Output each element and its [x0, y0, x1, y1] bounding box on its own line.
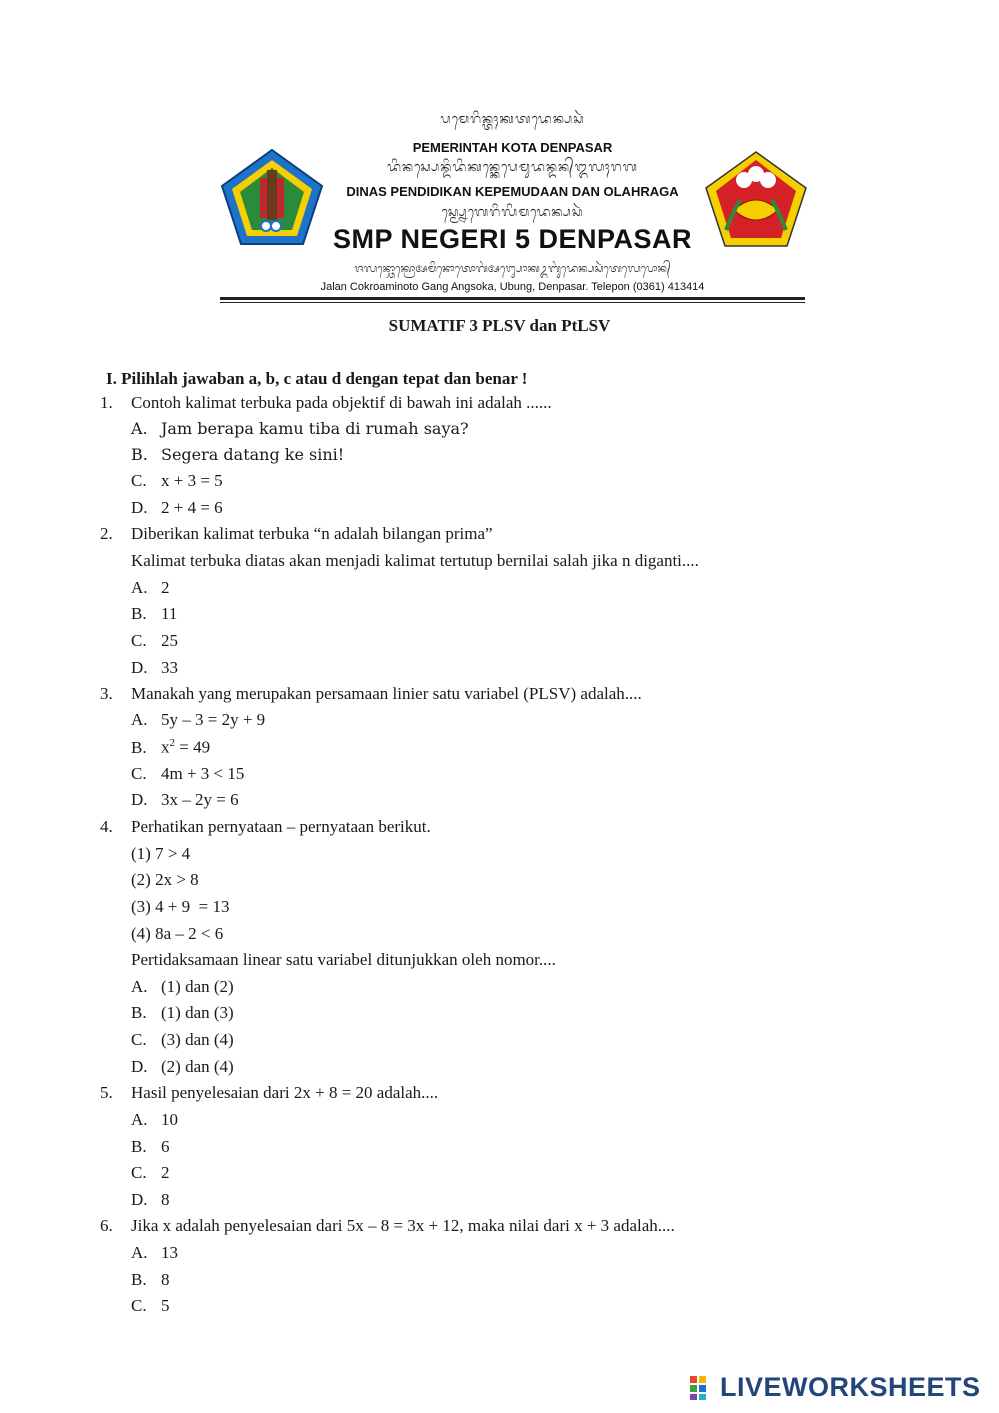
question-1: 1. Contoh kalimat terbuka pada objektif di bawah ini adalah ......: [100, 393, 552, 412]
section-instruction: I. Pilihlah jawaban a, b, c atau d dengan tepat dan benar !: [106, 369, 528, 388]
question-4-text-2: Pertidaksamaan linear satu variabel ditunjukkan oleh nomor....: [131, 950, 556, 969]
balinese-script-line-4: ᬚᬮᬦ᭄ᬘᭀᬓ᭄ᬭᭀᬅᬫᬶᬦᭀᬢᭀᬕᬂᬅᬗ᭄ᬲᭀᬓᬉᬩᬸᬂᬤᬾᬦ᭄ᬧᬲᬃᬢᬾᬮᬾᬧᭀᬦ᭄: [354, 262, 671, 275]
question-4-statement-3: (3) 4 + 9 = 13: [131, 897, 230, 916]
department-name: DINAS PENDIDIKAN KEPEMUDAAN DAN OLAHRAGA: [346, 184, 679, 199]
question-6-option-a: A. 13: [131, 1243, 178, 1262]
question-5-option-d: D. 8: [131, 1190, 170, 1209]
government-name: PEMERINTAH KOTA DENPASAR: [412, 140, 613, 155]
question-6-option-b: B. 8: [131, 1270, 170, 1289]
question-2-option-d: D. 33: [131, 658, 178, 677]
question-5-option-c: C. 2: [131, 1163, 170, 1182]
question-2-option-b: B. 11: [131, 604, 178, 623]
balinese-script-line-2: ᬤᬶᬦᬲ᭄ᬧᬾᬦ᭄ᬤᬶᬤᬶᬓᬦ᭄ᬓᬾᬧᬾᬫᬸᬤᬦ᭄ᬤᬦ᭄ᬑᬮᬄᬭᬕ: [387, 160, 638, 175]
question-3-option-d: D. 3x – 2y = 6: [131, 790, 239, 809]
header-divider-thin: [220, 302, 805, 303]
question-5: 5. Hasil penyelesaian dari 2x + 8 = 20 adalah....: [100, 1083, 439, 1102]
question-4-statement-4: (4) 8a – 2 < 6: [131, 924, 224, 943]
question-3: 3. Manakah yang merupakan persamaan linier satu variabel (PLSV) adalah....: [100, 684, 642, 703]
page-title: SUMATIF 3 PLSV dan PtLSV: [388, 316, 611, 335]
question-4-option-d: D. (2) dan (4): [131, 1057, 234, 1076]
question-3-option-b: B. $x^2 = 49$: [131, 737, 211, 757]
school-name: SMP NEGERI 5 DENPASAR: [332, 224, 693, 254]
question-6-text: Jika x adalah penyelesaian dari 5x – 8 = 3x + 12, maka nilai dari x + 3 adalah....: [131, 1216, 675, 1235]
question-2: 2. Diberikan kalimat terbuka “n adalah bilangan prima”: [100, 524, 493, 543]
question-1-option-a: A. Jam berapa kamu tiba di rumah saya?: [131, 419, 469, 438]
question-5-option-a: A. 10: [131, 1110, 178, 1129]
question-1-option-d: D. 2 + 4 = 6: [131, 498, 223, 517]
question-6: 6. Jika x adalah penyelesaian dari 5x – 8 = 3x + 12, maka nilai dari x + 3 adalah....: [100, 1216, 675, 1235]
liveworksheets-logo-icon: [690, 1376, 716, 1400]
header-divider-thick: [220, 297, 805, 300]
balinese-script-line-1: ᬧᬫᬾᬭᬶᬦ᭄ᬢᬄᬓᬢᬤᬾᬦ᭄ᬧᬲᬃ: [440, 112, 585, 127]
question-4-option-a: A. (1) dan (2): [131, 977, 234, 996]
question-6-option-c: C. 5: [131, 1296, 170, 1315]
question-4-statement-2: (2) 2x > 8: [131, 870, 199, 889]
question-3-option-c: C. 4m + 3 < 15: [131, 764, 245, 783]
question-5-option-b: B. 6: [131, 1137, 170, 1156]
question-4-statement-1: (1) 7 > 4: [131, 844, 191, 863]
question-4-option-c: C. (3) dan (4): [131, 1030, 234, 1049]
question-5-text: Hasil penyelesaian dari 2x + 8 = 20 adalah....: [131, 1083, 439, 1102]
question-3-option-a: A. 5y – 3 = 2y + 9: [131, 710, 266, 729]
question-3-text: Manakah yang merupakan persamaan linier satu variabel (PLSV) adalah....: [131, 684, 642, 703]
school-address: Jalan Cokroaminoto Gang Angsoka, Ubung, Denpasar. Telepon (0361) 413414: [320, 281, 705, 293]
question-2-text-2: Kalimat terbuka diatas akan menjadi kalimat tertutup bernilai salah jika n diganti....: [131, 551, 699, 570]
question-4: 4. Perhatikan pernyataan – pernyataan berikut.: [100, 817, 431, 836]
question-2-option-a: A. 2: [131, 578, 170, 597]
question-1-text: Contoh kalimat terbuka pada objektif di bawah ini adalah ......: [131, 393, 552, 412]
balinese-script-line-3: ᬲ᭄ᬫ᭄ᬧ᭄ᬦᬾᬕᬾᬭᬶᬮᬶᬫᬤᬾᬦ᭄ᬧᬲᬃ: [441, 205, 584, 220]
question-4-option-b: B. (1) dan (3): [131, 1003, 234, 1022]
question-1-option-b: B. Segera datang ke sini!: [131, 445, 345, 464]
question-4-text: Perhatikan pernyataan – pernyataan berikut.: [131, 817, 431, 836]
question-2-option-c: C. 25: [131, 631, 178, 650]
question-1-option-c: C. x + 3 = 5: [131, 471, 223, 490]
question-2-text: Diberikan kalimat terbuka “n adalah bilangan prima”: [131, 524, 493, 543]
liveworksheets-watermark: LIVEWORKSHEETS: [720, 1372, 981, 1402]
